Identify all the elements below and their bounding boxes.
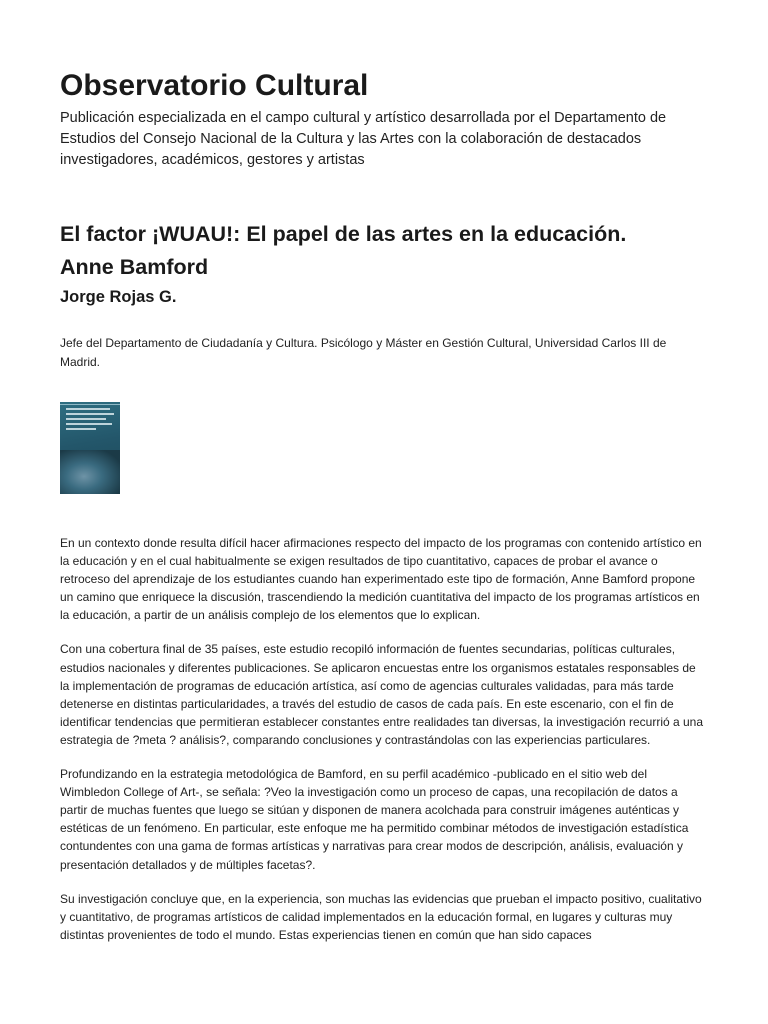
article-body: [60, 534, 708, 944]
cover-title-lines: [66, 408, 114, 433]
paragraph: Su investigación concluye que, en la experiencia, son muchas las evidencias que prueban el impacto positivo, cualitativo y cuantitativo, de programas artísticos de calidad implementados en la educación formal, en lugares y culturas muy distintas provenientes de todo el mundo. Estas experiencias tienen en común que han sido capaces: [60, 891, 702, 942]
cover-artwork: [60, 450, 120, 494]
article-title-line-1: El factor ¡WUAU!: El papel de las artes en la educación.: [60, 222, 627, 246]
cover-top-strip: [60, 404, 120, 405]
paragraph: Con una cobertura final de 35 países, este estudio recopiló información de fuentes secundarias, políticas culturales, estudios nacionales y diferentes publicaciones. Se aplicaron encuestas entre los organismos estatales responsables de la implementación de programas de educación artística, así como de agencias culturales validadas, para más tarde detenerse en distintas particularidades, a través del estudio de casos de cada país. En este escenario, con el fin de identificar tendencias que permitieran establecer constantes entre realidades tan diversas, la investigación recurrió a una estrategia de ?meta ? análisis?, comparando conclusiones y contrastándolas con las experiencias particulares.: [60, 642, 704, 747]
author-bio: Jefe del Departamento de Ciudadanía y Cultura. Psicólogo y Máster en Gestión Cultural, Universidad Carlos III de Madrid.: [60, 336, 667, 369]
article-title: [60, 218, 708, 284]
site-title: Observatorio Cultural: [60, 69, 369, 102]
site-description: Publicación especializada en el campo cultural y artístico desarrollada por el Departamento de Estudios del Consejo Nacional de la Cultura y las Artes con la colaboración de destacados investigadores, académicos, gestores y artistas: [60, 110, 667, 168]
author-name: Jorge Rojas G.: [60, 288, 177, 306]
article-title-line-2: Anne Bamford: [60, 255, 209, 279]
paragraph: Profundizando en la estrategia metodológica de Bamford, en su perfil académico -publicado en el sitio web del Wimbledon College of Art-, se señala: ?Veo la investigación como un proceso de capas, una recopilación de datos a partir de muchas fuentes que luego se sitúan y disponen de manera acolchada para construir imágenes auténticas y estéticas de un fenómeno. En particular, este enfoque me ha permitido combinar métodos de investigación estadística contundentes con una gama de formas artísticas y narrativas para crear modos de descripción, análisis, evaluación y presentación detallados y de múltiples facetas?.: [60, 767, 689, 872]
book-cover-image: [60, 402, 120, 494]
paragraph: En un contexto donde resulta difícil hacer afirmaciones respecto del impacto de los programas con contenido artístico en la educación y en el cual habitualmente se exigen resultados de tipo cuantitativo, capaces de probar el avance o retroceso del aprendizaje de los estudiantes cuando han experimentado este tipo de formación, Anne Bamford propone un camino que enriquece la discusión, trascendiendo la medición cuantitativa del impacto de los programas artísticos en la educación, a partir de un análisis complejo de los elementos que lo explican.: [60, 536, 702, 623]
